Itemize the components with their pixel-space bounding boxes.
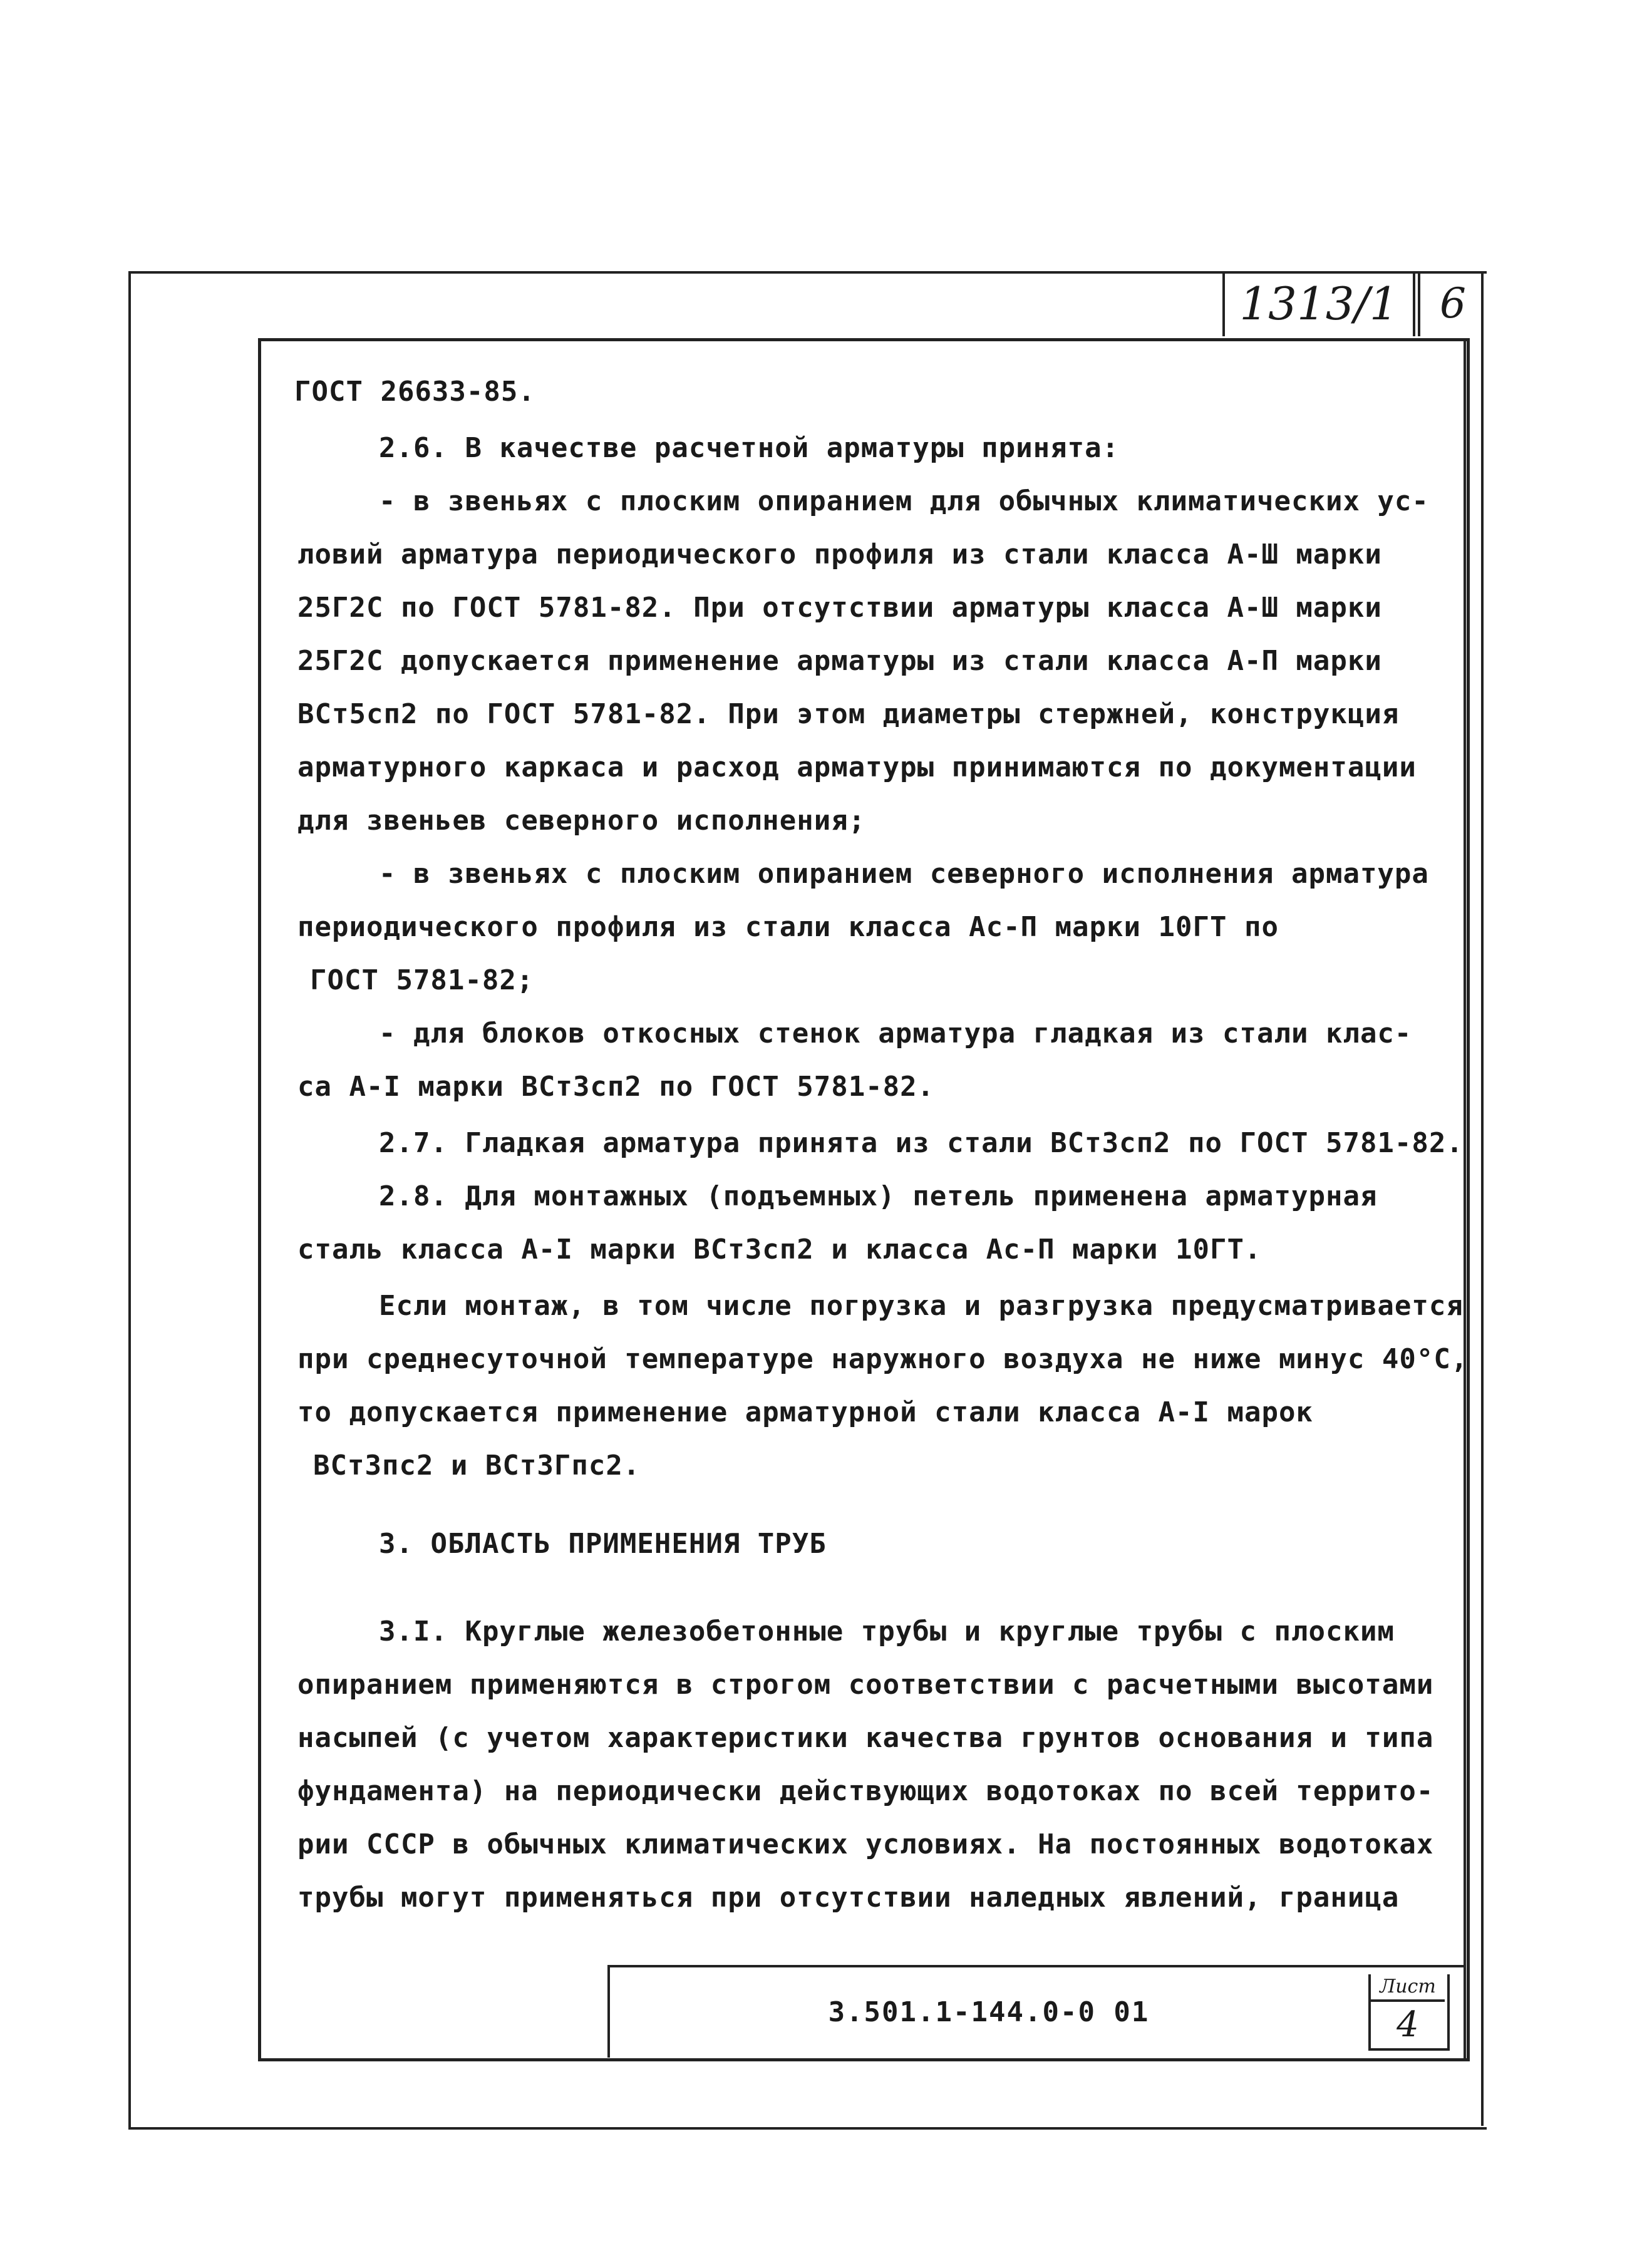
section-heading: 3. ОБЛАСТЬ ПРИМЕНЕНИЯ ТРУБ <box>379 1528 827 1560</box>
text-line: 2.6. В качестве расчетной арматуры принята: <box>379 432 1120 464</box>
sheet-label: Лист <box>1371 1974 1445 2002</box>
text-line: то допускается применение арматурной стали класса А-I марок <box>297 1396 1313 1428</box>
text-line: 2.8. Для монтажных (подъемных) петель применена арматурная <box>379 1180 1378 1212</box>
text-line: ГОСТ 5781-82; <box>310 964 534 996</box>
text-line: 2.7. Гладкая арматура принята из стали ВСт3сп2 по ГОСТ 5781-82. <box>379 1127 1464 1159</box>
top-stamp <box>1222 271 1484 339</box>
text-line: - в звеньях с плоским опиранием северного исполнения арматура <box>379 858 1429 890</box>
text-line: рии СССР в обычных климатических условиях. На постоянных водотоках <box>297 1828 1434 1860</box>
text-line: - для блоков откосных стенок арматура гладкая из стали клас- <box>379 1018 1412 1049</box>
text-line: ВСт5сп2 по ГОСТ 5781-82. При этом диаметры стержней, конструкция <box>297 698 1400 730</box>
outer-frame-right-edge <box>1481 271 1484 2126</box>
text-line: сталь класса А-I марки ВСт3сп2 и класса Ас-П марки 10ГТ. <box>297 1234 1262 1265</box>
text-line: насыпей (с учетом характеристики качества грунтов основания и типа <box>297 1722 1434 1754</box>
text-line: - в звеньях с плоским опиранием для обычных климатических ус- <box>379 485 1429 517</box>
text-line: трубы могут применяться при отсутствии наледных явлений, граница <box>297 1882 1400 1914</box>
text-line: 3.I. Круглые железобетонные трубы и круглые трубы с плоским <box>379 1616 1395 1647</box>
text-line: ВСт3пс2 и ВСт3Гпс2. <box>313 1450 641 1482</box>
text-line: периодического профиля из стали класса Ас-П марки 10ГТ по <box>297 911 1279 943</box>
text-line: опиранием применяются в строгом соответствии с расчетными высотами <box>297 1669 1434 1701</box>
text-line: для звеньев северного исполнения; <box>297 805 866 837</box>
title-block <box>607 1965 1466 2058</box>
text-line: при среднесуточной температуре наружного воздуха не ниже минус 40°С, <box>297 1343 1469 1375</box>
document-code: 3.501.1-144.0-0 01 <box>828 1996 1150 2028</box>
stamp-page: 6 <box>1418 271 1485 336</box>
text-line: Если монтаж, в том числе погрузка и разгрузка предусматривается <box>379 1290 1464 1322</box>
sheet-number: 4 <box>1397 2004 1419 2045</box>
text-line: арматурного каркаса и расход арматуры принимаются по документации <box>297 751 1417 783</box>
text-line: фундамента) на периодически действующих водотоках по всей террито- <box>297 1775 1434 1807</box>
text-line: ловий арматура периодического профиля из стали класса А-Ш марки <box>297 539 1382 570</box>
sheet-box <box>1368 1974 1450 2051</box>
inner-frame-right-edge <box>1464 338 1466 2061</box>
text-line: са А-I марки ВСт3сп2 по ГОСТ 5781-82. <box>297 1071 935 1103</box>
text-line: 25Г2С по ГОСТ 5781-82. При отсутствии арматуры класса А-Ш марки <box>297 592 1382 624</box>
text-line: ГОСТ 26633-85. <box>294 376 535 408</box>
text-line: 25Г2С допускается применение арматуры из стали класса А-П марки <box>297 645 1382 677</box>
stamp-code: 1313/1 <box>1222 271 1415 336</box>
